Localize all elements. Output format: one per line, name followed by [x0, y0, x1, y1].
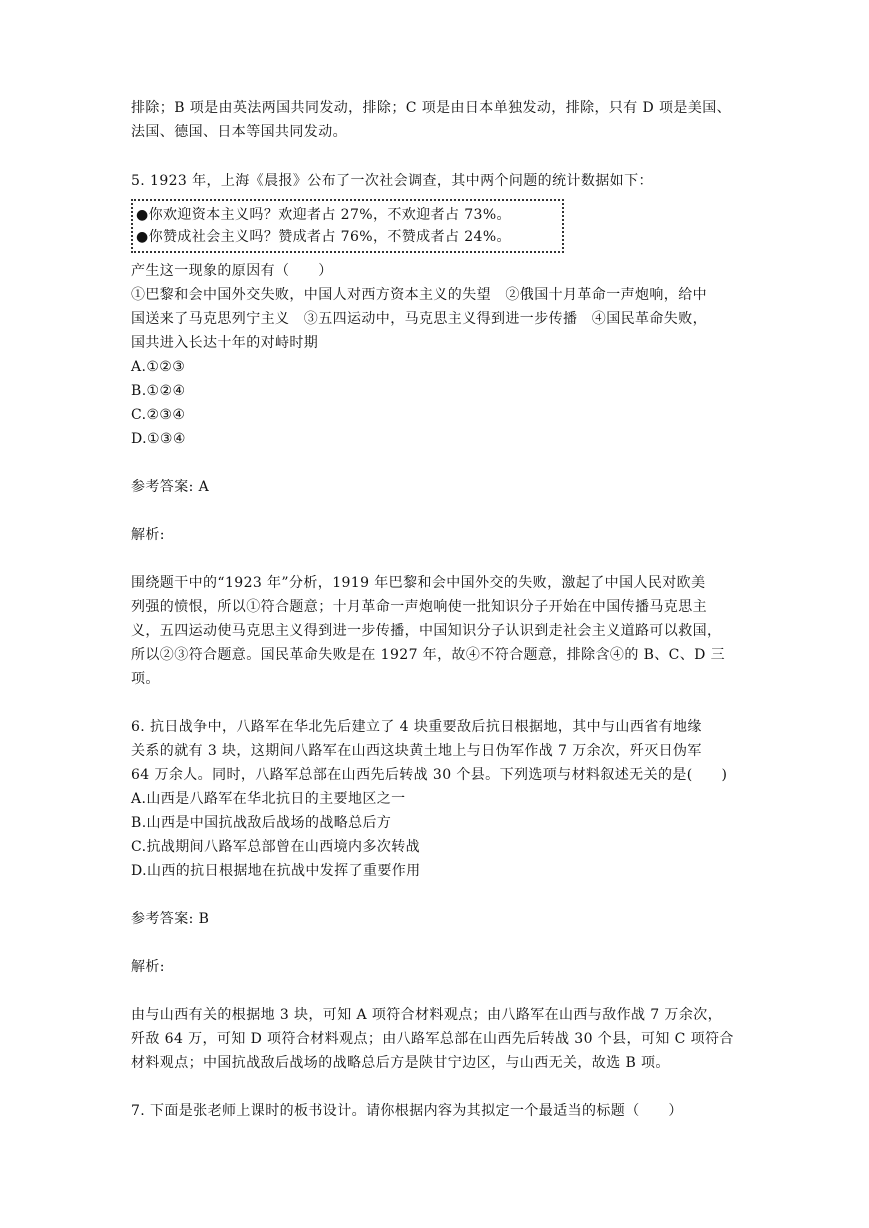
question-stem: 7. 下面是张老师上课时的板书设计。请你根据内容为其拟定一个最适当的标题（ ） [131, 1103, 683, 1119]
question-prompt: 国共进入长达十年的对峙时期 [131, 335, 319, 351]
question-prompt: ①巴黎和会中国外交失败，中国人对西方资本主义的失望 ②俄国十月革命一声炮响，给中 [131, 287, 707, 303]
option-c: C.②③④ [131, 407, 186, 423]
question-stem: 关系的就有 3 块，这期间八路军在山西这块黄土地上与日伪军作战 7 万余次，歼灭日伪军 [131, 743, 702, 759]
analysis-text: 义，五四运动使马克思主义得到进一步传播，中国知识分子认识到走社会主义道路可以救国， [131, 623, 722, 639]
analysis-text: 列强的愤恨，所以①符合题意；十月革命一声炮响使一批知识分子开始在中国传播马克思主 [131, 599, 707, 615]
analysis-label: 解析: [131, 527, 165, 543]
analysis-text: 项。 [131, 671, 160, 687]
survey-data-box [131, 199, 564, 253]
survey-item: ●你欢迎资本主义吗？欢迎者占 27%，不欢迎者占 73%。 [136, 207, 511, 223]
answer-line: 参考答案: B [131, 911, 210, 927]
option-d: D.山西的抗日根据地在抗战中发挥了重要作用 [131, 863, 421, 879]
analysis-text: 由与山西有关的根据地 3 块，可知 A 项符合材料观点；由八路军在山西与敌作战 7 万余次， [131, 1007, 723, 1023]
analysis-text: 围绕题干中的“1923 年”分析，1919 年巴黎和会中国外交的失败，激起了中国人民对欧美 [131, 575, 706, 591]
option-a: A.山西是八路军在华北抗日的主要地区之一 [131, 791, 406, 807]
question-prompt: 产生这一现象的原因有（ ） [131, 263, 333, 279]
analysis-text: 歼敌 64 万，可知 D 项符合材料观点；由八路军总部在山西先后转战 30 个县，可知 C 项符合 [131, 1031, 734, 1047]
question-5 [131, 169, 743, 691]
question-prompt: 国送来了马克思列宁主义 ③五四运动中，马克思主义得到进一步传播 ④国民革命失败， [131, 311, 707, 327]
survey-item: ●你赞成社会主义吗？赞成者占 76%，不赞成者占 24%。 [136, 229, 511, 245]
document-page [131, 96, 743, 1123]
analysis-label: 解析: [131, 959, 165, 975]
text-line: 排除；B 项是由英法两国共同发动，排除；C 项是由日本单独发动，排除，只有 D 项是美国、 [131, 100, 732, 116]
analysis-text: 所以②③符合题意。国民革命失败是在 1927 年，故④不符合题意，排除含④的 B、C、D 三 [131, 647, 726, 663]
question-stem: 64 万余人。同时，八路军总部在山西先后转战 30 个县。下列选项与材料叙述无关的是( ) [131, 767, 728, 783]
option-a: A.①②③ [131, 359, 186, 375]
question-7 [131, 1099, 743, 1123]
question-stem: 5. 1923 年，上海《晨报》公布了一次社会调查，其中两个问题的统计数据如下： [131, 173, 653, 189]
option-d: D.①③④ [131, 431, 186, 447]
option-c: C.抗战期间八路军总部曾在山西境内多次转战 [131, 839, 421, 855]
analysis-text: 材料观点；中国抗战敌后战场的战略总后方是陕甘宁边区，与山西无关，故选 B 项。 [131, 1055, 670, 1071]
question-6 [131, 715, 743, 1075]
answer-line: 参考答案: A [131, 479, 210, 495]
previous-analysis [131, 96, 743, 144]
option-b: B.①②④ [131, 383, 186, 399]
question-stem: 6. 抗日战争中，八路军在华北先后建立了 4 块重要敌后抗日根据地，其中与山西省有地缘 [131, 719, 702, 735]
text-line: 法国、德国、日本等国共同发动。 [131, 124, 347, 140]
option-b: B.山西是中国抗战敌后战场的战略总后方 [131, 815, 392, 831]
